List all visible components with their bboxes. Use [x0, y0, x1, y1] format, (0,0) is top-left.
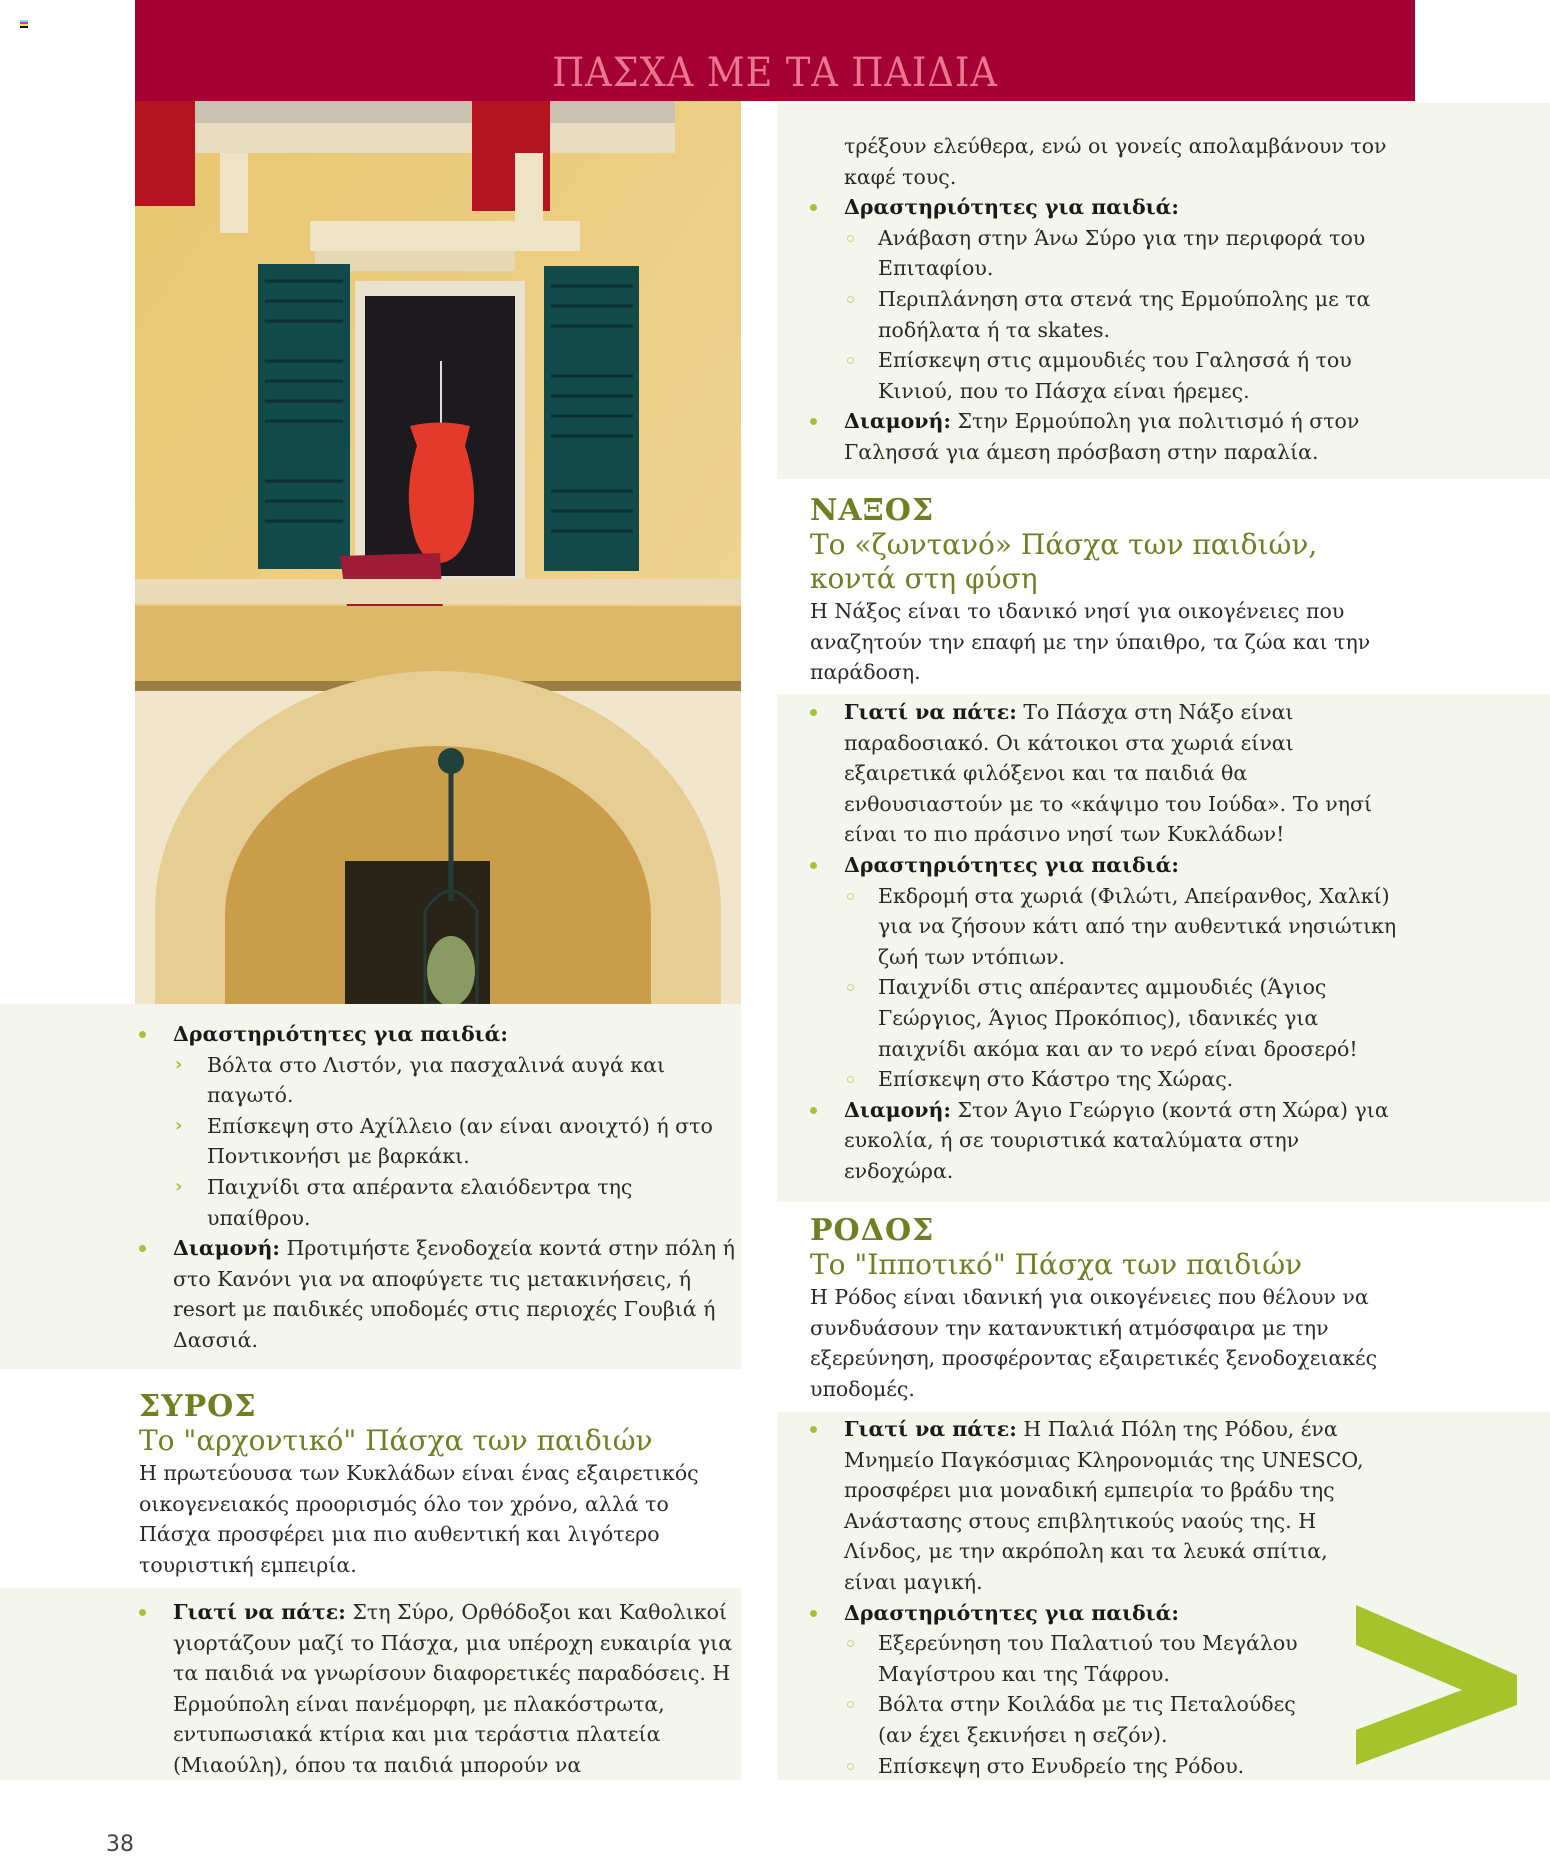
list-item: › Παιχνίδι στα απέραντα ελαιόδεντρα της υπαίθρου. [173, 1172, 739, 1233]
syros-stay: Διαμονή: Στην Ερμούπολη για πολιτισμό ή στον Γαλησσά για άμεση πρόσβαση στην παραλία. [810, 406, 1410, 467]
naxos-details [810, 697, 1410, 1187]
list-item: Παιχνίδι στις απέραντες αμμουδιές (Άγιος Γεώργιος, Άγιος Προκόπιος), ιδανικές για παιχνίδι ακόμα και αν το νερό είναι δροσερό! [844, 972, 1410, 1064]
chevron-bullet-icon: › [175, 1053, 183, 1075]
syros-activities: Δραστηριότητες για παιδιά: Ανάβαση στην Άνω Σύρο για την περιφορά του Επιταφίου. Περιπλάνηση στα στενά της Ερμούπολης με τα ποδήλατα ή τα skates. Επίσκεψη στις αμμουδιές του Γαλησσά ή του Κινιού, που το Πάσχα είναι ήρεμες. [810, 192, 1410, 406]
page-title: ΠΑΣΧΑ ΜΕ ΤΑ ΠΑΙΔΙΑ [552, 50, 998, 96]
section-subtitle: Το "Ιπποτικό" Πάσχα των παιδιών [810, 1248, 1303, 1281]
hero-photo [135, 101, 741, 1004]
chevron-bullet-icon: › [175, 1175, 183, 1197]
list-item: Ανάβαση στην Άνω Σύρο για την περιφορά του Επιταφίου. [844, 223, 1410, 284]
section-subtitle: Το «ζωντανό» Πάσχα των παιδιών, κοντά στη φύση [810, 528, 1318, 595]
header-banner [135, 0, 1415, 101]
section-subtitle: Το "αρχοντικό" Πάσχα των παιδιών [139, 1424, 653, 1457]
corfu-stay: Διαμονή: Προτιμήστε ξενοδοχεία κοντά στην πόλη ή στο Κανόνι για να αποφύγετε τις μετακινήσεις, ή resort με παιδικές υποδομές στις περιοχές Γουβιά ή Δασσιά. [139, 1233, 739, 1355]
list-item: › Επίσκεψη στο Αχίλλειο (αν είναι ανοιχτό) ή στο Ποντικονήσι με βαρκάκι. [173, 1111, 739, 1172]
print-color-mark [20, 20, 28, 28]
list-item: Επίσκεψη στις αμμουδιές του Γαλησσά ή του Κινιού, που το Πάσχα είναι ήρεμες. [844, 345, 1410, 406]
why-continued-text: τρέξουν ελεύθερα, ενώ οι γονείς απολαμβάνουν τον καφέ τους. [844, 134, 1387, 189]
next-page-chevron-icon[interactable] [1352, 1605, 1517, 1765]
stay-label: Διαμονή: [173, 1236, 280, 1261]
list-item: Εκδρομή στα χωριά (Φιλώτι, Απείρανθος, Χαλκί) για να ζήσουν κάτι από την αυθεντικά νησιώτικη ζωή των ντόπιων. [844, 881, 1410, 973]
naxos-stay: Διαμονή: Στον Άγιο Γεώργιο (κοντά στη Χώρα) για ευκολία, ή σε τουριστικά καταλύματα στην ενδοχώρα. [810, 1095, 1410, 1187]
rhodes-details [810, 1414, 1370, 1781]
section-intro: Η πρωτεύουσα των Κυκλάδων είναι ένας εξαιρετικός οικογενειακός προορισμός όλο τον χρόνο, αλλά το Πάσχα προσφέρει μια πιο αυθεντική και λιγότερο τουριστική εμπειρία. [139, 1461, 699, 1577]
list-item: › Βόλτα στο Λιστόν, για πασχαλινά αυγά και παγωτό. [173, 1050, 739, 1111]
chevron-bullet-icon: › [175, 1114, 183, 1136]
naxos-activities: Δραστηριότητες για παιδιά: Εκδρομή στα χωριά (Φιλώτι, Απείρανθος, Χαλκί) για να ζήσουν κάτι από την αυθεντικά νησιώτικη ζωή των ντόπιων. Παιχνίδι στις απέραντες αμμουδιές (Άγιος Γεώργιος, Άγιος Προκόπιος), ιδανικές για παιχνίδι ακόμα και αν το νερό είναι δροσερό! Επίσκεψη στο Κάστρο της Χώρας. [810, 850, 1410, 1095]
syros-continued [810, 131, 1410, 468]
section-intro: Η Ρόδος είναι ιδανική για οικογένειες που θέλουν να συνδυάσουν την κατανυκτική ατμόσφαιρα με την εξερεύνηση, προσφέροντας εξαιρετικές ξενοδοχειακές υποδομές. [810, 1285, 1378, 1401]
list-item: Εξερεύνηση του Παλατιού του Μεγάλου Μαγίστρου και της Τάφρου. [844, 1628, 1324, 1689]
list-item: Γιατί να πάτε: Η Παλιά Πόλη της Ρόδου, ένα Μνημείο Παγκόσμιας Κληρονομιάς της UNESCO, προσφέρει μια μοναδική εμπειρία το βράδυ της Ανάστασης στους επιβλητικούς ναούς της. Η Λίνδος, με την ακρόπολη και τα λευκά σπίτια, είναι μαγική. [810, 1414, 1370, 1598]
list-item: Γιατί να πάτε: Το Πάσχα στη Νάξο είναι παραδοσιακό. Οι κάτοικοι στα χωριά είναι εξαιρετικά φιλόξενοι και τα παιδιά θα ενθουσιαστούν με το «κάψιμο του Ιούδα». Το νησί είναι το πιο πράσινο νησί των Κυκλάδων! [810, 697, 1410, 850]
list-item: Περιπλάνηση στα στενά της Ερμούπολης με τα ποδήλατα ή τα skates. [844, 284, 1410, 345]
region-heading-rhodes: ΡΟΔΟΣ [810, 1213, 935, 1248]
rhodes-activities: Δραστηριότητες για παιδιά: Εξερεύνηση του Παλατιού του Μεγάλου Μαγίστρου και της Τάφρου. Βόλτα στην Κοιλάδα με τις Πεταλούδες (αν έχει ξεκινήσει η σεζόν). Επίσκεψη στο Ενυδρείο της Ρόδου. [810, 1598, 1370, 1782]
list-item: Επίσκεψη στο Ενυδρείο της Ρόδου. [844, 1751, 1324, 1782]
list-item: Επίσκεψη στο Κάστρο της Χώρας. [844, 1064, 1410, 1095]
activities-label: Δραστηριότητες για παιδιά: [173, 1022, 508, 1046]
corfu-details [139, 1019, 739, 1356]
corfu-activities [139, 1019, 739, 1233]
syros-section [139, 1390, 739, 1580]
why-label: Γιατί να πάτε: [173, 1600, 346, 1624]
region-heading-syros: ΣΥΡΟΣ [139, 1389, 257, 1424]
section-intro: Η Νάξος είναι το ιδανικό νησί για οικογένειες που αναζητούν την επαφή με την ύπαιθρο, τα ζώα και την παράδοση. [810, 599, 1371, 685]
corfu-window-photo [135, 101, 741, 1004]
naxos-section [810, 494, 1450, 688]
syros-why [139, 1597, 739, 1781]
list-item: Βόλτα στην Κοιλάδα με τις Πεταλούδες (αν έχει ξεκινήσει η σεζόν). [844, 1689, 1324, 1750]
region-heading-naxos: ΝΑΞΟΣ [810, 493, 935, 528]
page-number: 38 [106, 1832, 134, 1857]
rhodes-section [810, 1214, 1450, 1404]
list-item: Γιατί να πάτε: Στη Σύρο, Ορθόδοξοι και Καθολικοί γιορτάζουν μαζί το Πάσχα, μια υπέροχη ευκαιρία για τα παιδιά να γνωρίσουν διαφορετικές παραδόσεις. Η Ερμούπολη είναι πανέμορφη, με πλακόστρωτα, εντυπωσιακά κτίρια και μια τεράστια πλατεία (Μιαούλη), όπου τα παιδιά μπορούν να [139, 1597, 739, 1781]
